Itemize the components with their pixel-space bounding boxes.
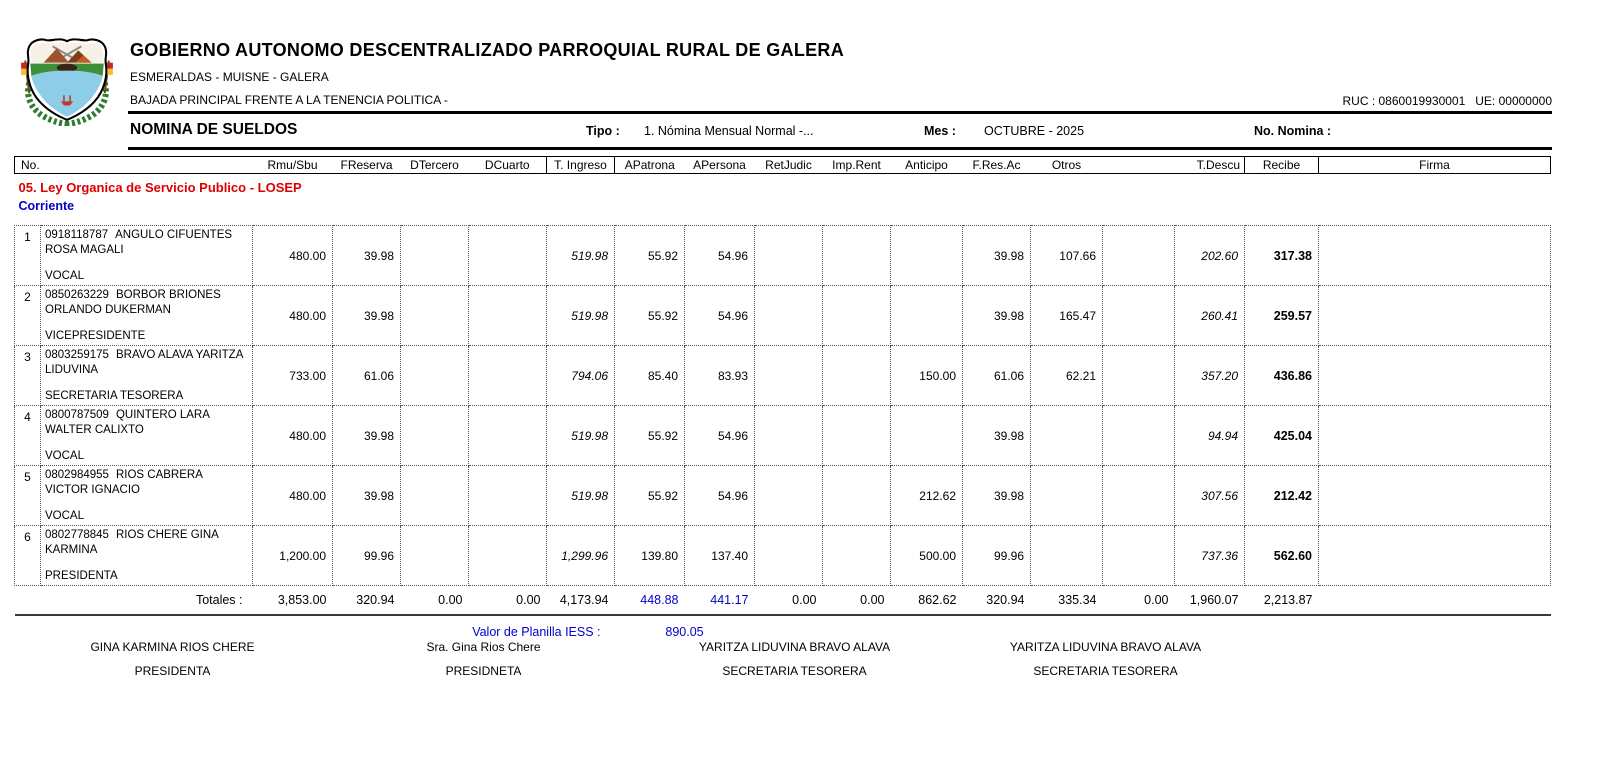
total-dtercero: 0.00 (401, 586, 469, 616)
cell-recibe: 562.60 (1245, 526, 1319, 586)
iess-label: Valor de Planilla IESS : (472, 625, 601, 639)
signatures (17, 640, 1261, 678)
signature-name: GINA KARMINA RIOS CHERE (90, 640, 255, 654)
column-header-t-descu: T.Descu (1175, 157, 1245, 174)
total-t-descu: 1,960.07 (1175, 586, 1245, 616)
cell-dtercero (401, 406, 469, 466)
signature-name: YARITZA LIDUVINA BRAVO ALAVA (698, 640, 891, 654)
cell-firma (1319, 466, 1551, 526)
employee-position: VOCAL (45, 270, 84, 282)
total-retjudic: 0.00 (755, 586, 823, 616)
employee-position: PRESIDENTA (45, 570, 118, 582)
cell-imp-rent (823, 346, 891, 406)
row-number: 4 (15, 406, 41, 466)
cell-t-descu: 357.20 (1175, 346, 1245, 406)
cell-freserva: 39.98 (333, 226, 401, 286)
cell-freserva: 39.98 (333, 466, 401, 526)
total-t-ingreso: 4,173.94 (547, 586, 615, 616)
cell-recibe: 436.86 (1245, 346, 1319, 406)
section-title: 05. Ley Organica de Servicio Publico - LOSEP (18, 180, 302, 195)
total-rmu-sbu: 3,853.00 (253, 586, 333, 616)
cell-imp-rent (823, 466, 891, 526)
employee-id: 0800787509 (45, 409, 109, 421)
cell-firma (1319, 346, 1551, 406)
cell-retjudic (755, 466, 823, 526)
cell-otros: 107.66 (1031, 226, 1103, 286)
cell-t-descu: 307.56 (1175, 466, 1245, 526)
signature-block (639, 640, 950, 678)
cell-apersona: 54.96 (685, 406, 755, 466)
cell-t-ingreso: 519.98 (547, 286, 615, 346)
column-header-rmu-sbu: Rmu/Sbu (253, 157, 333, 174)
total-f-res-ac: 320.94 (963, 586, 1031, 616)
employee-cell (41, 406, 253, 466)
entity-location: ESMERALDAS - MUISNE - GALERA (130, 70, 329, 84)
cell-f-res-ac: 39.98 (963, 286, 1031, 346)
signature-title: SECRETARIA TESORERA (1033, 664, 1178, 678)
employee-cell (41, 466, 253, 526)
signature-block (328, 640, 639, 678)
column-header-recibe: Recibe (1245, 157, 1319, 174)
total-apatrona: 448.88 (615, 586, 685, 616)
cell-t-descu: 737.36 (1175, 526, 1245, 586)
cell-dcuarto (469, 526, 547, 586)
column-header-otros: Otros (1031, 157, 1103, 174)
cell-apatrona: 55.92 (615, 286, 685, 346)
cell-apersona: 137.40 (685, 526, 755, 586)
cell-f-res-ac: 39.98 (963, 466, 1031, 526)
employee-name: 0803259175 BRAVO ALAVA YARITZA LIDUVINA (45, 349, 243, 376)
cell-rmu-sbu: 1,200.00 (253, 526, 333, 586)
cell-t-ingreso: 519.98 (547, 406, 615, 466)
cell-extra (1103, 226, 1175, 286)
cell-apatrona: 55.92 (615, 466, 685, 526)
employee-name: 0850263229 BORBOR BRIONES ORLANDO DUKERMAN (45, 289, 221, 316)
cell-rmu-sbu: 480.00 (253, 286, 333, 346)
cell-rmu-sbu: 480.00 (253, 226, 333, 286)
top-rule (128, 111, 1552, 114)
totals-label: Totales : (15, 586, 253, 616)
cell-anticipo (891, 406, 963, 466)
section-row (15, 174, 1551, 197)
column-header-firma: Firma (1319, 157, 1551, 174)
report-title: NOMINA DE SUELDOS (130, 121, 298, 138)
column-header-retjudic: RetJudic (755, 157, 823, 174)
column-header-t-ingreso: T. Ingreso (547, 157, 615, 174)
cell-otros: 62.21 (1031, 346, 1103, 406)
bottom-rule (128, 147, 1552, 150)
cell-dcuarto (469, 346, 547, 406)
column-header-no: No. (15, 157, 253, 174)
cell-apersona: 83.93 (685, 346, 755, 406)
cell-f-res-ac: 99.96 (963, 526, 1031, 586)
cell-extra (1103, 286, 1175, 346)
table-row (15, 286, 1551, 346)
cell-firma (1319, 406, 1551, 466)
employee-cell (41, 526, 253, 586)
total-firma (1319, 586, 1551, 616)
cell-anticipo: 150.00 (891, 346, 963, 406)
cell-imp-rent (823, 406, 891, 466)
column-header-anticipo: Anticipo (891, 157, 963, 174)
cell-dcuarto (469, 286, 547, 346)
employee-position: VICEPRESIDENTE (45, 330, 146, 342)
cell-rmu-sbu: 480.00 (253, 406, 333, 466)
subsection-title: Corriente (18, 199, 75, 213)
signature-title: SECRETARIA TESORERA (722, 664, 867, 678)
cell-t-descu: 260.41 (1175, 286, 1245, 346)
employee-cell (41, 226, 253, 286)
cell-f-res-ac: 61.06 (963, 346, 1031, 406)
total-otros: 335.34 (1031, 586, 1103, 616)
table-row (15, 526, 1551, 586)
column-header-dcuarto: DCuarto (469, 157, 547, 174)
cell-dcuarto (469, 466, 547, 526)
cell-retjudic (755, 406, 823, 466)
cell-retjudic (755, 526, 823, 586)
nomina-label: No. Nomina : (1254, 124, 1332, 138)
cell-freserva: 39.98 (333, 286, 401, 346)
row-number: 6 (15, 526, 41, 586)
signature-name: Sra. Gina Rios Chere (426, 640, 541, 654)
employee-position: SECRETARIA TESORERA (45, 390, 184, 402)
signature-name: YARITZA LIDUVINA BRAVO ALAVA (1009, 640, 1202, 654)
row-number: 1 (15, 226, 41, 286)
coat-of-arms-icon (16, 34, 118, 126)
employee-name: 0918118787 ANGULO CIFUENTES ROSA MAGALI (45, 229, 233, 256)
cell-imp-rent (823, 526, 891, 586)
cell-dtercero (401, 526, 469, 586)
row-number: 5 (15, 466, 41, 526)
coat-of-arms-logo (16, 34, 118, 126)
column-header-imp-rent: Imp.Rent (823, 157, 891, 174)
mes-value: OCTUBRE - 2025 (984, 124, 1085, 138)
cell-apersona: 54.96 (685, 226, 755, 286)
totals-row (15, 586, 1551, 616)
entity-title: GOBIERNO AUTONOMO DESCENTRALIZADO PARROQUIAL RURAL DE GALERA (130, 40, 845, 60)
cell-extra (1103, 466, 1175, 526)
employee-position: VOCAL (45, 450, 84, 462)
employee-name: 0802778845 RIOS CHERE GINA KARMINA (45, 529, 219, 556)
cell-anticipo (891, 286, 963, 346)
table-row (15, 466, 1551, 526)
cell-retjudic (755, 226, 823, 286)
cell-apatrona: 55.92 (615, 406, 685, 466)
cell-otros (1031, 466, 1103, 526)
tipo-value: 1. Nómina Mensual Normal -... (644, 124, 814, 138)
cell-apersona: 54.96 (685, 466, 755, 526)
employee-id: 0803259175 (45, 349, 109, 361)
ruc-line: RUC : 0860019930001 UE: 00000000 (1342, 94, 1552, 108)
total-dcuarto: 0.00 (469, 586, 547, 616)
cell-dtercero (401, 226, 469, 286)
signature-block (17, 640, 328, 678)
column-header-apersona: APersona (685, 157, 755, 174)
report-band (128, 118, 1552, 145)
cell-dcuarto (469, 406, 547, 466)
employee-name: 0802984955 RIOS CABRERA VICTOR IGNACIO (45, 469, 203, 496)
cell-recibe: 212.42 (1245, 466, 1319, 526)
row-number: 3 (15, 346, 41, 406)
cell-dtercero (401, 286, 469, 346)
cell-rmu-sbu: 733.00 (253, 346, 333, 406)
row-number: 2 (15, 286, 41, 346)
column-header-extra (1103, 157, 1175, 174)
mes-label: Mes : (924, 124, 956, 138)
employee-cell (41, 286, 253, 346)
cell-dtercero (401, 466, 469, 526)
cell-t-ingreso: 519.98 (547, 466, 615, 526)
column-header-f-res-ac: F.Res.Ac (963, 157, 1031, 174)
employee-cell (41, 346, 253, 406)
cell-firma (1319, 226, 1551, 286)
cell-imp-rent (823, 286, 891, 346)
cell-otros (1031, 526, 1103, 586)
table-row (15, 226, 1551, 286)
cell-retjudic (755, 286, 823, 346)
cell-dtercero (401, 346, 469, 406)
payroll-table (14, 156, 1551, 648)
payroll-rows (15, 226, 1551, 586)
cell-extra (1103, 346, 1175, 406)
entity-address: BAJADA PRINCIPAL FRENTE A LA TENENCIA POLITICA - (130, 93, 448, 107)
cell-otros: 165.47 (1031, 286, 1103, 346)
cell-otros (1031, 406, 1103, 466)
cell-apatrona: 139.80 (615, 526, 685, 586)
total-recibe: 2,213.87 (1245, 586, 1319, 616)
total-apersona: 441.17 (685, 586, 755, 616)
employee-position: VOCAL (45, 510, 84, 522)
column-header-apatrona: APatrona (615, 157, 685, 174)
cell-t-ingreso: 1,299.96 (547, 526, 615, 586)
iess-value: 890.05 (665, 625, 704, 639)
column-header-dtercero: DTercero (401, 157, 469, 174)
column-header-freserva: FReserva (333, 157, 401, 174)
signature-block (950, 640, 1261, 678)
cell-firma (1319, 286, 1551, 346)
cell-apatrona: 85.40 (615, 346, 685, 406)
cell-dcuarto (469, 226, 547, 286)
cell-extra (1103, 406, 1175, 466)
cell-freserva: 39.98 (333, 406, 401, 466)
column-header-row (15, 157, 1551, 174)
employee-id: 0802984955 (45, 469, 109, 481)
employee-name: 0800787509 QUINTERO LARA WALTER CALIXTO (45, 409, 210, 436)
cell-t-descu: 94.94 (1175, 406, 1245, 466)
cell-f-res-ac: 39.98 (963, 226, 1031, 286)
cell-freserva: 99.96 (333, 526, 401, 586)
cell-recibe: 317.38 (1245, 226, 1319, 286)
cell-anticipo: 212.62 (891, 466, 963, 526)
cell-f-res-ac: 39.98 (963, 406, 1031, 466)
table-row (15, 346, 1551, 406)
total-extra: 0.00 (1103, 586, 1175, 616)
cell-apatrona: 55.92 (615, 226, 685, 286)
cell-imp-rent (823, 226, 891, 286)
cell-apersona: 54.96 (685, 286, 755, 346)
cell-anticipo: 500.00 (891, 526, 963, 586)
signature-title: PRESIDNETA (445, 664, 522, 678)
employee-id: 0850263229 (45, 289, 109, 301)
cell-recibe: 425.04 (1245, 406, 1319, 466)
total-imp-rent: 0.00 (823, 586, 891, 616)
tipo-label: Tipo : (586, 124, 620, 138)
signature-title: PRESIDENTA (134, 664, 211, 678)
letterhead (130, 40, 844, 107)
employee-id: 0918118787 (45, 229, 109, 241)
employee-id: 0802778845 (45, 529, 109, 541)
table-row (15, 406, 1551, 466)
cell-retjudic (755, 346, 823, 406)
cell-t-ingreso: 519.98 (547, 226, 615, 286)
cell-t-descu: 202.60 (1175, 226, 1245, 286)
cell-rmu-sbu: 480.00 (253, 466, 333, 526)
total-freserva: 320.94 (333, 586, 401, 616)
cell-recibe: 259.57 (1245, 286, 1319, 346)
subsection-row (15, 196, 1551, 226)
total-anticipo: 862.62 (891, 586, 963, 616)
cell-extra (1103, 526, 1175, 586)
cell-firma (1319, 526, 1551, 586)
cell-freserva: 61.06 (333, 346, 401, 406)
cell-anticipo (891, 226, 963, 286)
cell-t-ingreso: 794.06 (547, 346, 615, 406)
